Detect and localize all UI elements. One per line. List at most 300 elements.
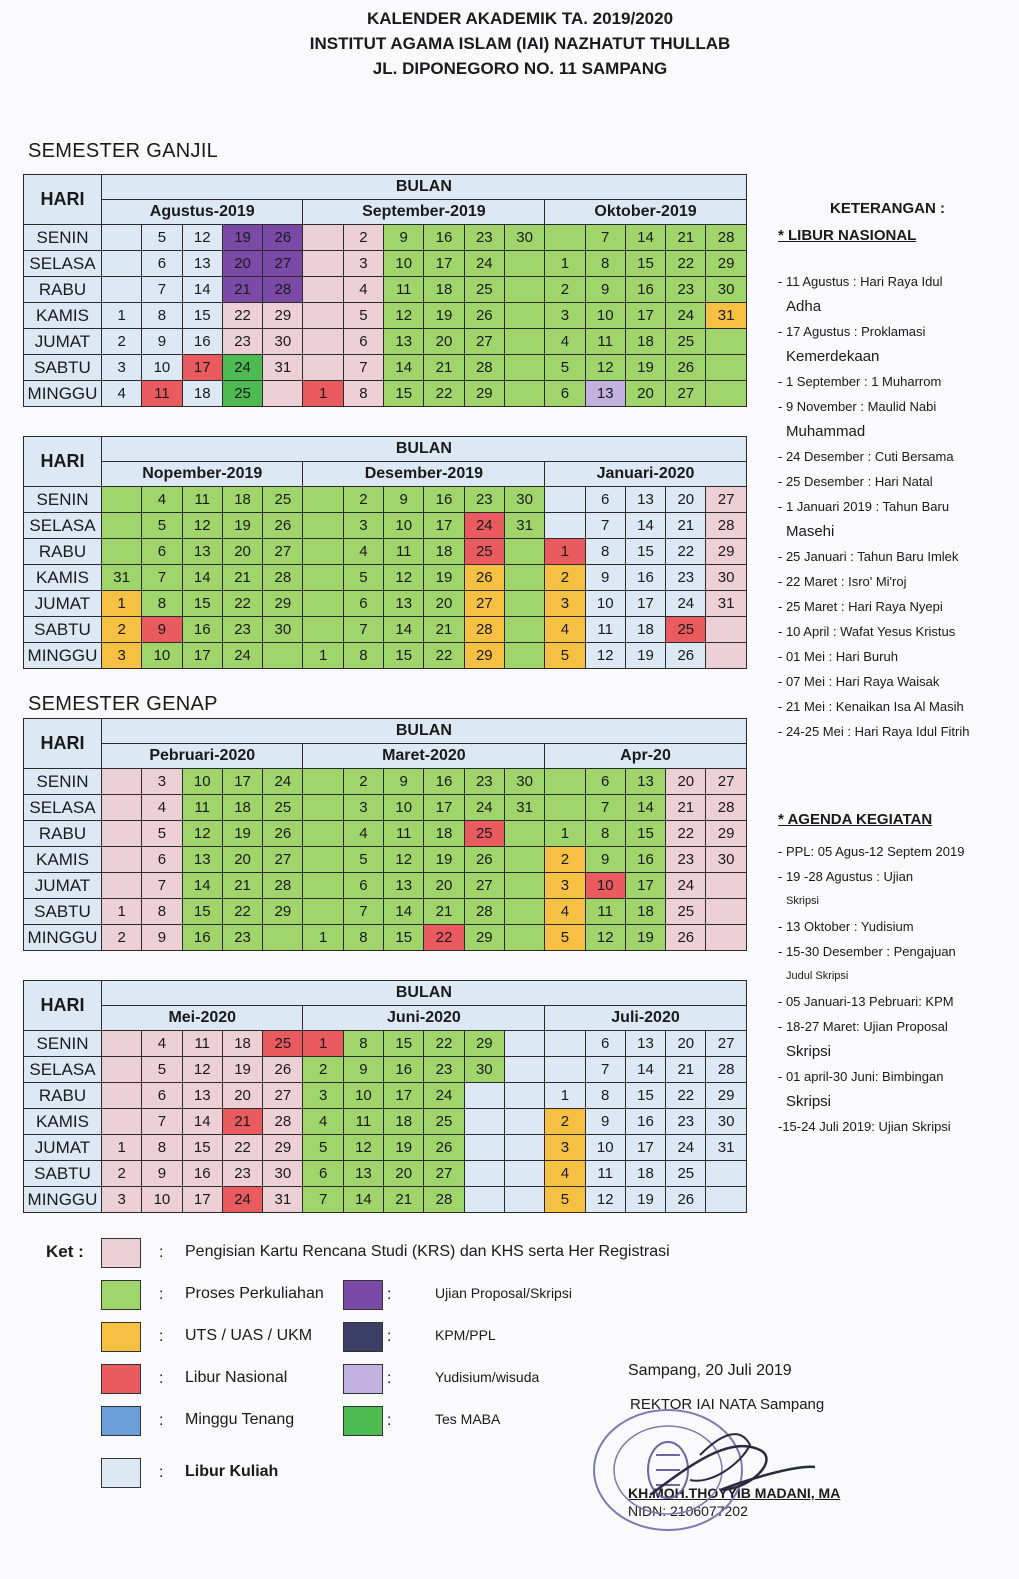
date-cell: 16 [424,769,464,795]
date-cell: 22 [666,251,706,277]
date-cell: 21 [424,617,464,643]
date-cell: 24 [263,769,303,795]
date-cell: 11 [384,277,424,303]
day-label: RABU [24,1083,102,1109]
calendar-table-2 [23,436,747,669]
date-cell: 1 [303,925,343,951]
legend-colon: : [159,1464,164,1481]
date-cell: 9 [142,925,182,951]
date-cell: 17 [424,513,464,539]
month-header: Mei-2020 [102,1006,303,1031]
agenda-item-text: - 15-30 Desember : Pengajuan [778,944,956,959]
day-label: SELASA [24,251,102,277]
libur-item [778,322,1008,366]
date-cell: 18 [182,381,222,407]
date-cell [504,329,544,355]
libur-item [778,397,1008,441]
date-cell [102,873,142,899]
header-line-1: KALENDER AKADEMIK TA. 2019/2020 [366,9,674,28]
date-cell: 3 [303,1083,343,1109]
date-cell: 15 [384,1031,424,1057]
date-cell: 7 [142,1109,182,1135]
date-cell: 16 [625,847,665,873]
date-cell: 23 [666,847,706,873]
date-cell: 23 [222,329,262,355]
date-cell [303,329,343,355]
date-cell [706,329,746,355]
date-cell [545,795,585,821]
date-cell: 4 [142,795,182,821]
calendar-row [24,487,747,513]
date-cell: 13 [625,487,665,513]
date-cell [102,847,142,873]
date-cell [545,1057,585,1083]
date-cell: 5 [142,1057,182,1083]
date-cell: 16 [384,1057,424,1083]
date-cell: 30 [464,1057,504,1083]
date-cell [303,795,343,821]
libur-item [778,572,1008,591]
date-cell: 8 [585,539,625,565]
day-label: SENIN [24,1031,102,1057]
date-cell: 19 [625,1187,665,1213]
date-cell: 3 [102,355,142,381]
libur-item-text: - 17 Agustus : Proklamasi [778,324,926,339]
agenda-item [778,942,1008,986]
date-cell: 30 [706,277,746,303]
date-cell: 19 [384,1135,424,1161]
libur-item-text: - 24 Desember : Cuti Bersama [778,449,954,464]
date-cell: 30 [706,565,746,591]
agenda-item-text: - 05 Januari-13 Pebruari: KPM [778,994,954,1009]
date-cell: 12 [585,925,625,951]
date-cell: 8 [142,591,182,617]
date-cell [263,643,303,669]
date-cell: 11 [182,1031,222,1057]
date-cell: 8 [343,1031,383,1057]
date-cell: 20 [222,539,262,565]
day-label: SABTU [24,617,102,643]
legend-swatch [343,1406,383,1436]
date-cell: 28 [464,617,504,643]
date-cell: 21 [666,1057,706,1083]
date-cell: 29 [706,539,746,565]
agenda-item-continuation: Skripsi [786,895,820,907]
date-cell: 14 [182,565,222,591]
date-cell: 16 [625,1109,665,1135]
date-cell: 20 [222,251,262,277]
date-cell [504,617,544,643]
date-cell: 16 [424,487,464,513]
date-cell: 25 [464,277,504,303]
date-cell: 16 [625,277,665,303]
date-cell: 14 [384,899,424,925]
date-cell: 4 [303,1109,343,1135]
date-cell: 9 [384,769,424,795]
institution-seal [590,1395,820,1535]
date-cell [504,1083,544,1109]
date-cell: 7 [585,225,625,251]
date-cell [102,769,142,795]
month-header: Nopember-2019 [102,462,303,487]
date-cell: 15 [182,899,222,925]
date-cell: 7 [585,795,625,821]
agenda-item-continuation: Skripsi [786,1043,832,1060]
date-cell: 20 [666,769,706,795]
date-cell: 10 [585,1135,625,1161]
date-cell: 25 [464,539,504,565]
date-cell: 9 [142,1161,182,1187]
libur-item-text: - 07 Mei : Hari Raya Waisak [778,674,940,689]
date-cell: 3 [545,873,585,899]
date-cell: 3 [545,1135,585,1161]
date-cell [303,847,343,873]
date-cell: 27 [424,1161,464,1187]
calendar-table-1 [23,174,747,407]
date-cell: 15 [182,303,222,329]
date-cell [102,1031,142,1057]
date-cell: 14 [343,1187,383,1213]
calendar-row [24,643,747,669]
date-cell: 27 [263,251,303,277]
date-cell: 26 [666,925,706,951]
date-cell [545,487,585,513]
bulan-header: BULAN [102,175,747,200]
date-cell: 5 [142,821,182,847]
signatory-nidn: NIDN: 2106077202 [628,1503,748,1519]
date-cell: 28 [263,1109,303,1135]
date-cell: 30 [706,1109,746,1135]
date-cell: 23 [222,1161,262,1187]
date-cell: 27 [706,769,746,795]
calendar-row [24,277,747,303]
date-cell: 17 [424,795,464,821]
legend-swatch [101,1280,141,1310]
date-cell [303,251,343,277]
date-cell: 12 [182,1057,222,1083]
date-cell: 19 [222,225,262,251]
legend-swatch [101,1238,141,1268]
place-date: Sampang, 20 Juli 2019 [628,1362,792,1379]
month-header: Oktober-2019 [545,200,746,225]
legend-swatch [343,1280,383,1310]
date-cell: 30 [504,487,544,513]
date-cell: 28 [263,277,303,303]
date-cell: 18 [625,899,665,925]
calendar-row [24,769,747,795]
date-cell [545,225,585,251]
date-cell: 30 [504,225,544,251]
legend-label: Pengisian Kartu Rencana Studi (KRS) dan KHS serta Her Registrasi [185,1243,670,1260]
month-header: Juli-2020 [545,1006,746,1031]
date-cell: 18 [625,1161,665,1187]
agenda-item-text: - PPL: 05 Agus-12 Septem 2019 [778,844,965,859]
agenda-kegiatan-title: * AGENDA KEGIATAN [778,811,933,828]
day-label: SABTU [24,899,102,925]
day-label: JUMAT [24,873,102,899]
month-header: Desember-2019 [303,462,545,487]
date-cell: 25 [424,1109,464,1135]
date-cell: 2 [545,565,585,591]
date-cell: 21 [424,355,464,381]
date-cell: 10 [142,355,182,381]
date-cell: 4 [545,1161,585,1187]
date-cell [706,873,746,899]
keterangan-panel [778,200,1008,1142]
libur-item-continuation: Adha [786,298,822,315]
date-cell: 8 [343,643,383,669]
date-cell [504,1187,544,1213]
date-cell: 12 [384,565,424,591]
date-cell: 3 [102,1187,142,1213]
libur-item [778,372,1008,391]
date-cell: 4 [142,487,182,513]
date-cell: 24 [464,251,504,277]
date-cell: 11 [585,617,625,643]
date-cell: 5 [343,565,383,591]
agenda-item [778,1067,1008,1111]
legend-label: Proses Perkuliahan [185,1285,324,1302]
day-label: KAMIS [24,565,102,591]
legend-label: Minggu Tenang [185,1411,295,1428]
date-cell [102,795,142,821]
date-cell [706,1187,746,1213]
date-cell [102,513,142,539]
date-cell: 31 [706,1135,746,1161]
date-cell: 4 [545,329,585,355]
date-cell: 23 [666,565,706,591]
date-cell: 27 [263,1083,303,1109]
date-cell [504,1135,544,1161]
date-cell [706,381,746,407]
date-cell: 5 [142,513,182,539]
date-cell: 12 [585,355,625,381]
date-cell [303,873,343,899]
date-cell [504,591,544,617]
date-cell: 11 [343,1109,383,1135]
date-cell [464,1083,504,1109]
date-cell: 6 [343,591,383,617]
legend-swatch [101,1322,141,1352]
date-cell: 1 [303,381,343,407]
date-cell: 20 [384,1161,424,1187]
date-cell: 27 [706,1031,746,1057]
date-cell [706,643,746,669]
day-label: JUMAT [24,591,102,617]
date-cell: 1 [102,899,142,925]
legend-colon: : [159,1370,164,1387]
date-cell: 28 [706,513,746,539]
agenda-item-text: - 01 april-30 Juni: Bimbingan [778,1069,944,1084]
date-cell: 7 [585,1057,625,1083]
date-cell: 29 [263,591,303,617]
date-cell: 31 [102,565,142,591]
date-cell: 19 [625,643,665,669]
date-cell [303,225,343,251]
month-header: Apr-20 [545,744,746,769]
calendar-row [24,355,747,381]
date-cell: 24 [424,1083,464,1109]
hari-header: HARI [24,437,102,487]
libur-item [778,472,1008,491]
date-cell: 1 [303,643,343,669]
date-cell: 18 [625,617,665,643]
agenda-item-text: - 13 Oktober : Yudisium [778,919,914,934]
bulan-header: BULAN [102,437,747,462]
date-cell [504,1109,544,1135]
date-cell: 31 [504,513,544,539]
date-cell: 15 [625,821,665,847]
date-cell: 2 [545,847,585,873]
date-cell: 19 [222,821,262,847]
date-cell [504,643,544,669]
date-cell: 7 [343,617,383,643]
date-cell: 15 [625,251,665,277]
month-header: Januari-2020 [545,462,746,487]
day-label: JUMAT [24,1135,102,1161]
date-cell: 23 [222,617,262,643]
date-cell: 31 [706,591,746,617]
date-cell: 29 [263,899,303,925]
date-cell [464,1109,504,1135]
calendar-row [24,1031,747,1057]
legend-colon: : [387,1412,392,1429]
date-cell [504,251,544,277]
date-cell: 8 [142,303,182,329]
date-cell: 1 [545,251,585,277]
date-cell: 3 [343,795,383,821]
date-cell [303,303,343,329]
day-label: KAMIS [24,847,102,873]
legend-colon: : [159,1412,164,1429]
date-cell: 14 [182,277,222,303]
date-cell: 29 [464,1031,504,1057]
date-cell: 26 [464,565,504,591]
date-cell: 17 [424,251,464,277]
date-cell [263,381,303,407]
date-cell: 3 [102,643,142,669]
date-cell: 27 [464,873,504,899]
date-cell: 4 [343,277,383,303]
day-label: SELASA [24,1057,102,1083]
date-cell: 19 [424,847,464,873]
date-cell: 22 [424,1031,464,1057]
legend-swatch [343,1322,383,1352]
date-cell: 26 [666,1187,706,1213]
date-cell [504,821,544,847]
date-cell: 24 [666,873,706,899]
calendar-row [24,1135,747,1161]
date-cell: 7 [303,1187,343,1213]
date-cell [102,277,142,303]
date-cell: 1 [102,1135,142,1161]
date-cell: 2 [343,769,383,795]
date-cell: 31 [263,1187,303,1213]
date-cell: 2 [545,277,585,303]
legend-label: Ujian Proposal/Skripsi [435,1285,572,1301]
date-cell: 4 [545,899,585,925]
date-cell [504,1161,544,1187]
date-cell: 6 [142,1083,182,1109]
date-cell: 9 [343,1057,383,1083]
date-cell: 6 [585,1031,625,1057]
date-cell: 14 [625,795,665,821]
agenda-kegiatan-list [778,842,1008,1136]
date-cell: 12 [182,513,222,539]
date-cell: 1 [545,1083,585,1109]
date-cell: 12 [182,225,222,251]
date-cell: 24 [666,591,706,617]
calendar-row [24,513,747,539]
hari-header: HARI [24,175,102,225]
date-cell: 10 [343,1083,383,1109]
date-cell: 11 [182,795,222,821]
calendar-row [24,303,747,329]
date-cell [303,487,343,513]
date-cell: 10 [384,513,424,539]
date-cell: 13 [182,1083,222,1109]
date-cell: 10 [384,251,424,277]
day-label: SENIN [24,769,102,795]
libur-item [778,722,1008,741]
agenda-item-text: - 18-27 Maret: Ujian Proposal [778,1019,948,1034]
date-cell: 11 [182,487,222,513]
date-cell: 5 [545,355,585,381]
date-cell: 13 [585,381,625,407]
legend-label: Yudisium/wisuda [435,1369,540,1385]
date-cell: 13 [182,539,222,565]
calendar-row [24,1187,747,1213]
date-cell: 8 [142,899,182,925]
agenda-item [778,842,1008,861]
date-cell: 16 [182,925,222,951]
date-cell: 21 [222,1109,262,1135]
keterangan-title: KETERANGAN : [830,200,945,217]
date-cell: 6 [142,539,182,565]
date-cell: 31 [706,303,746,329]
date-cell: 20 [424,329,464,355]
day-label: MINGGU [24,1187,102,1213]
date-cell: 15 [182,591,222,617]
date-cell: 21 [222,565,262,591]
libur-item [778,622,1008,641]
day-label: SABTU [24,355,102,381]
date-cell: 17 [625,591,665,617]
date-cell: 2 [343,487,383,513]
date-cell [303,513,343,539]
legend-colon: : [159,1286,164,1303]
libur-item-text: - 01 Mei : Hari Buruh [778,649,898,664]
date-cell: 25 [666,329,706,355]
date-cell: 22 [666,821,706,847]
agenda-item-text: - 19 -28 Agustus : Ujian [778,869,914,884]
bulan-header: BULAN [102,981,747,1006]
date-cell: 17 [625,1135,665,1161]
date-cell: 12 [343,1135,383,1161]
legend-label: UTS / UAS / UKM [185,1327,313,1344]
month-header: Juni-2020 [303,1006,545,1031]
date-cell: 4 [102,381,142,407]
date-cell: 10 [384,795,424,821]
date-cell: 13 [625,1031,665,1057]
calendar-row [24,1083,747,1109]
date-cell: 18 [424,277,464,303]
date-cell: 13 [384,329,424,355]
legend-swatch [101,1364,141,1394]
date-cell: 24 [464,795,504,821]
date-cell [706,1161,746,1187]
date-cell: 9 [585,847,625,873]
